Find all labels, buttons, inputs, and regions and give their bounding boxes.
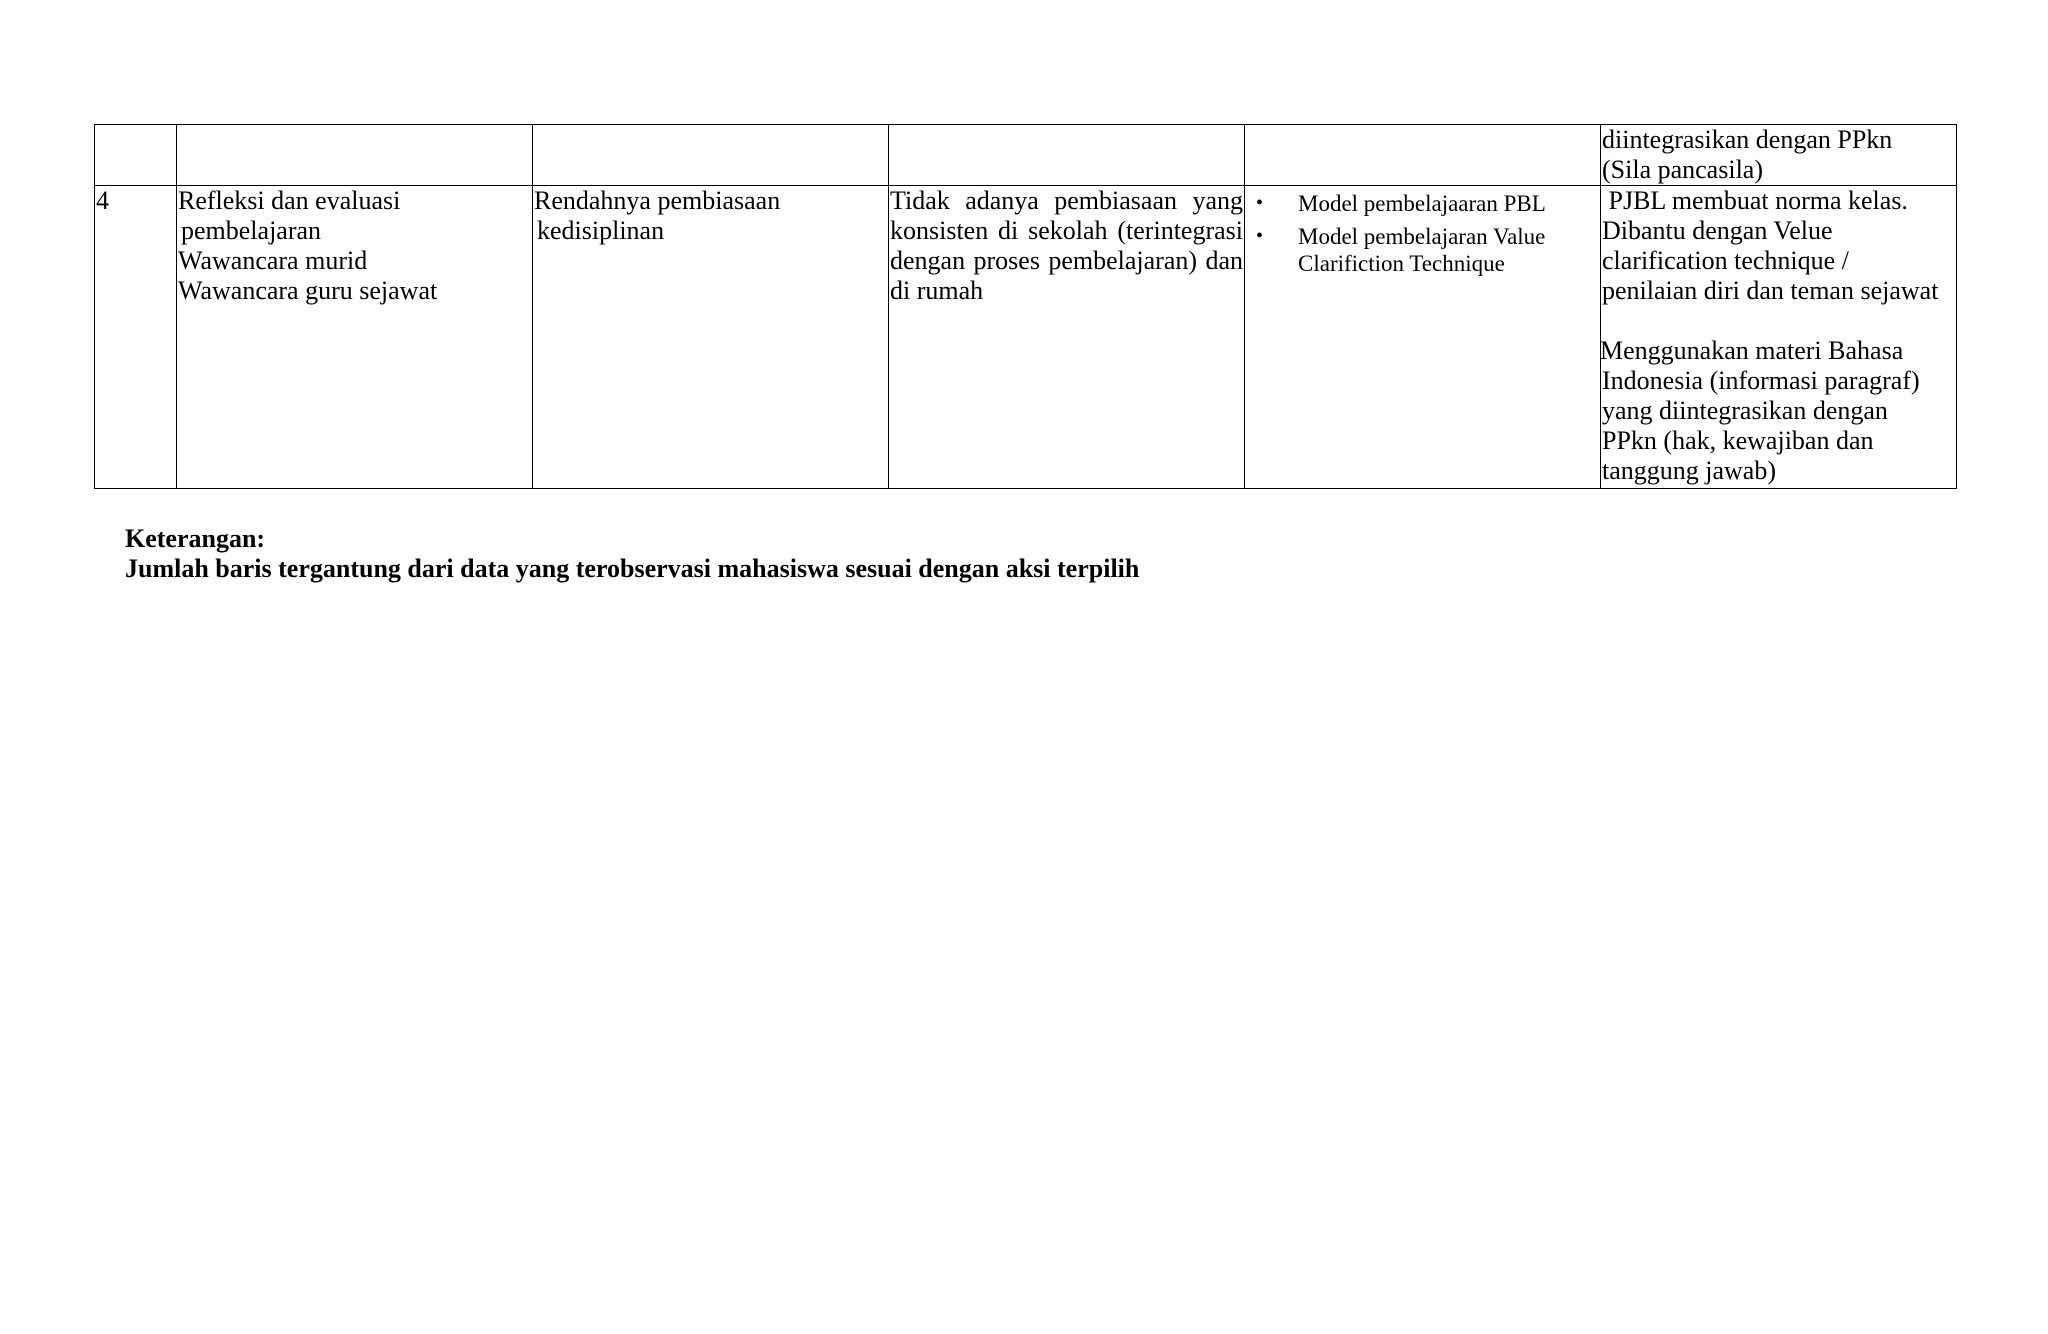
list-item — [1246, 190, 1599, 217]
notes-title: Keterangan: — [125, 524, 266, 553]
cell-text-line: Menggunakan materi Bahasa — [1600, 336, 1904, 365]
bullet-icon: • — [1256, 225, 1264, 247]
cell-text-line: di rumah — [890, 276, 984, 305]
cell-problem — [533, 186, 889, 489]
row-number: 4 — [96, 186, 109, 215]
cell-text-line: diintegrasikan dengan PPkn — [1602, 125, 1893, 154]
cell-cause — [889, 186, 1245, 489]
cell-data-source — [177, 125, 533, 186]
cell-text-line: yang diintegrasikan dengan — [1602, 396, 1888, 425]
cell-text-line: Dibantu dengan Velue — [1602, 216, 1833, 245]
cell-text-line: dengan proses pembelajaran) dan — [890, 246, 1243, 275]
cell-text-line: penilaian diri dan teman sejawat — [1602, 276, 1939, 305]
cell-number — [95, 186, 177, 489]
cell-solution — [1245, 125, 1601, 186]
cell-text-line: Indonesia (informasi paragraf) — [1602, 366, 1920, 395]
cell-text-line: PJBL membuat norma kelas. — [1602, 186, 1908, 215]
cell-text-line: (Sila pancasila) — [1602, 155, 1763, 184]
table-row — [95, 186, 1957, 489]
cell-action — [1601, 186, 1957, 489]
cell-text-line: konsisten di sekolah (terintegrasi — [890, 216, 1243, 245]
cell-text-line: Wawancara murid — [178, 246, 368, 275]
cell-text-line: Rendahnya pembiasaan — [534, 186, 781, 215]
cell-number — [95, 125, 177, 186]
cell-data-source — [177, 186, 533, 489]
cell-text-line: kedisiplinan — [537, 216, 665, 245]
notes-body: Jumlah baris tergantung dari data yang terobservasi mahasiswa sesuai dengan aksi terpilih — [125, 554, 1140, 583]
bullet-icon: • — [1256, 192, 1264, 214]
cell-solution — [1245, 186, 1601, 489]
cell-text-line: PPkn (hak, kewajiban dan — [1602, 426, 1874, 455]
list-item-label: Model pembelajaaran PBL — [1298, 191, 1546, 216]
cell-action — [1601, 125, 1957, 186]
cell-text-line: Tidak adanya pembiasaan yang — [890, 186, 1243, 215]
cell-cause — [889, 125, 1245, 186]
paragraph-gap — [1602, 306, 1955, 336]
solution-list — [1246, 190, 1599, 277]
cell-text-line: Wawancara guru sejawat — [178, 276, 438, 305]
list-item — [1246, 223, 1599, 277]
cell-text-line: tanggung jawab) — [1602, 456, 1777, 485]
cell-text-line: pembelajaran — [181, 216, 322, 245]
observation-table — [94, 124, 1957, 489]
table-row — [95, 125, 1957, 186]
cell-problem — [533, 125, 889, 186]
list-item-label: Model pembelajaran Value Clarifiction Technique — [1298, 224, 1546, 276]
cell-text-line: Refleksi dan evaluasi — [178, 186, 401, 215]
cell-text-line: clarification technique / — [1602, 246, 1849, 275]
